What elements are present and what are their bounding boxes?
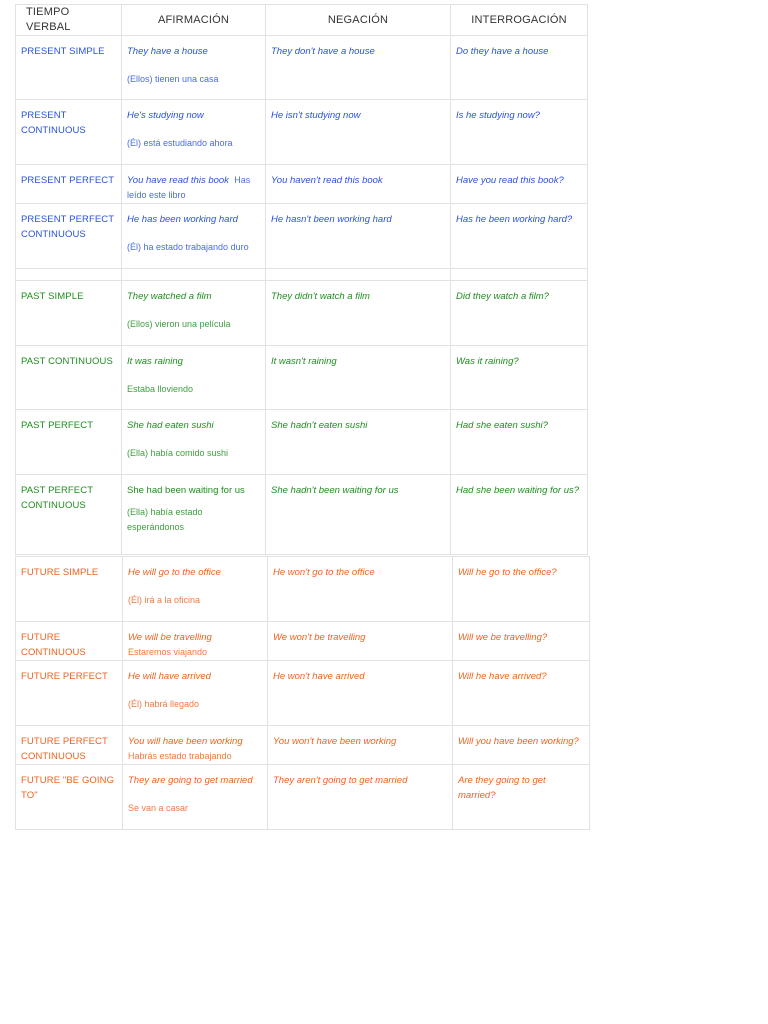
affirmative-example: We will be travelling: [128, 632, 212, 643]
negative-cell: [266, 346, 451, 410]
negative-example: They didn't watch a film: [271, 291, 370, 302]
affirmative-translation: (Él) está estudiando ahora: [127, 138, 233, 148]
affirmative-cell: [122, 165, 266, 204]
interrogative-cell: [453, 557, 590, 622]
affirmative-translation: (Él) irá a la oficina: [128, 595, 201, 605]
verb-tense-table-present-past: [15, 4, 588, 555]
negative-cell: [266, 36, 451, 100]
tense-name: FUTURE PERFECT: [16, 661, 123, 726]
interrogative-cell: [451, 100, 588, 165]
affirmative-example: You have read this book: [127, 175, 229, 186]
affirmative-example: He has been working hard: [127, 214, 238, 225]
affirmative-cell: [123, 661, 268, 726]
interrogative-example: Are they going to get married?: [458, 775, 546, 801]
tense-name: FUTURE CONTINUOUS: [16, 622, 123, 661]
affirmative-cell: [122, 204, 266, 269]
negative-example: She hadn't been waiting for us: [271, 485, 399, 496]
negative-cell: [266, 475, 451, 555]
table-row: [16, 100, 588, 165]
tense-name: PAST CONTINUOUS: [16, 346, 122, 410]
negative-cell: [266, 410, 451, 475]
affirmative-translation: Habrás estado trabajando: [128, 751, 232, 761]
section-divider: [16, 269, 588, 281]
interrogative-example: Have you read this book?: [456, 175, 564, 186]
header-tiempo-verbal: TIEMPO VERBAL: [16, 5, 122, 36]
affirmative-translation: (Él) ha estado trabajando duro: [127, 242, 249, 252]
affirmative-cell: [122, 100, 266, 165]
negative-example: He isn't studying now: [271, 110, 361, 121]
negative-cell: [268, 661, 453, 726]
interrogative-cell: [451, 281, 588, 346]
table-row: [16, 410, 588, 475]
affirmative-example: He's studying now: [127, 110, 204, 121]
interrogative-cell: [451, 475, 588, 555]
table-row: [16, 765, 590, 830]
affirmative-translation: Has leído este libro: [127, 175, 251, 200]
affirmative-example: They are going to get married: [128, 775, 253, 786]
interrogative-example: Will we be travelling?: [458, 632, 548, 643]
negative-example: We won't be travelling: [273, 632, 366, 643]
tense-name: PRESENT CONTINUOUS: [16, 100, 122, 165]
tense-name: FUTURE PERFECT CONTINUOUS: [16, 726, 123, 765]
affirmative-translation: Se van a casar: [128, 803, 189, 813]
tense-name: FUTURE SIMPLE: [16, 557, 123, 622]
header-interrogacion: INTERROGACIÓN: [451, 5, 588, 36]
tense-name: PRESENT PERFECT CONTINUOUS: [16, 204, 122, 269]
affirmative-cell: [122, 346, 266, 410]
table-row: [16, 36, 588, 100]
negative-cell: [266, 281, 451, 346]
interrogative-example: Is he studying now?: [456, 110, 540, 121]
interrogative-cell: [453, 661, 590, 726]
negative-cell: [268, 726, 453, 765]
affirmative-translation: Estaremos viajando: [128, 647, 208, 657]
tense-name: PAST SIMPLE: [16, 281, 122, 346]
table-row: [16, 281, 588, 346]
negative-example: You haven't read this book: [271, 175, 383, 186]
table-row: [16, 557, 590, 622]
table-row: [16, 346, 588, 410]
affirmative-cell: [122, 475, 266, 555]
interrogative-example: Did they watch a film?: [456, 291, 549, 302]
interrogative-cell: [451, 204, 588, 269]
interrogative-example: Do they have a house: [456, 46, 549, 57]
affirmative-example: She had been waiting for us: [127, 485, 245, 496]
negative-cell: [268, 622, 453, 661]
tense-name: PAST PERFECT: [16, 410, 122, 475]
header-afirmacion: AFIRMACIÓN: [122, 5, 266, 36]
affirmative-cell: [122, 410, 266, 475]
interrogative-example: Had she been waiting for us?: [456, 485, 580, 496]
header-row: [16, 5, 588, 36]
interrogative-example: Had she eaten sushi?: [456, 420, 548, 431]
affirmative-translation: (Ellos) vieron una película: [127, 319, 231, 329]
affirmative-translation: (Ellos) tienen una casa: [127, 74, 219, 84]
negative-example: He won't have arrived: [273, 671, 365, 682]
affirmative-translation: (Él) habrá llegado: [128, 699, 200, 709]
negative-example: They don't have a house: [271, 46, 375, 57]
negative-cell: [268, 765, 453, 830]
negative-example: He hasn't been working hard: [271, 214, 392, 225]
interrogative-example: Was it raining?: [456, 356, 519, 367]
affirmative-example: He will have arrived: [128, 671, 211, 682]
table-row: [16, 165, 588, 204]
affirmative-example: She had eaten sushi: [127, 420, 214, 431]
affirmative-cell: [123, 622, 268, 661]
affirmative-translation: Estaba lloviendo: [127, 384, 194, 394]
tense-name: PRESENT SIMPLE: [16, 36, 122, 100]
affirmative-example: It was raining: [127, 356, 183, 367]
table-row: [16, 204, 588, 269]
affirmative-example: You will have been working: [128, 736, 243, 747]
table-row: [16, 475, 588, 555]
interrogative-cell: [453, 622, 590, 661]
interrogative-example: Has he been working hard?: [456, 214, 573, 225]
table-row: [16, 661, 590, 726]
interrogative-example: Will he go to the office?: [458, 567, 557, 578]
affirmative-cell: [123, 726, 268, 765]
negative-example: It wasn't raining: [271, 356, 337, 367]
negative-cell: [268, 557, 453, 622]
verb-tense-table-future: [15, 556, 590, 830]
interrogative-cell: [451, 346, 588, 410]
header-negacion: NEGACIÓN: [266, 5, 451, 36]
affirmative-cell: [123, 765, 268, 830]
affirmative-cell: [122, 281, 266, 346]
interrogative-example: Will you have been working?: [458, 736, 579, 747]
affirmative-cell: [122, 36, 266, 100]
interrogative-cell: [451, 36, 588, 100]
affirmative-cell: [123, 557, 268, 622]
table-row: [16, 622, 590, 661]
negative-example: She hadn't eaten sushi: [271, 420, 368, 431]
interrogative-cell: [453, 726, 590, 765]
affirmative-example: He will go to the office: [128, 567, 221, 578]
negative-cell: [266, 165, 451, 204]
affirmative-example: They watched a film: [127, 291, 212, 302]
table-row: [16, 726, 590, 765]
tense-name: PAST PERFECT CONTINUOUS: [16, 475, 122, 555]
tense-name: FUTURE "BE GOING TO": [16, 765, 123, 830]
affirmative-translation: (Ella) había estado esperándonos: [127, 507, 203, 532]
affirmative-example: They have a house: [127, 46, 208, 57]
affirmative-translation: (Ella) había comido sushi: [127, 448, 229, 458]
interrogative-cell: [453, 765, 590, 830]
negative-example: He won't go to the office: [273, 567, 375, 578]
tense-name: PRESENT PERFECT: [16, 165, 122, 204]
negative-example: They aren't going to get married: [273, 775, 408, 786]
interrogative-cell: [451, 410, 588, 475]
interrogative-cell: [451, 165, 588, 204]
negative-cell: [266, 100, 451, 165]
negative-example: You won't have been working: [273, 736, 397, 747]
negative-cell: [266, 204, 451, 269]
interrogative-example: Will he have arrived?: [458, 671, 547, 682]
